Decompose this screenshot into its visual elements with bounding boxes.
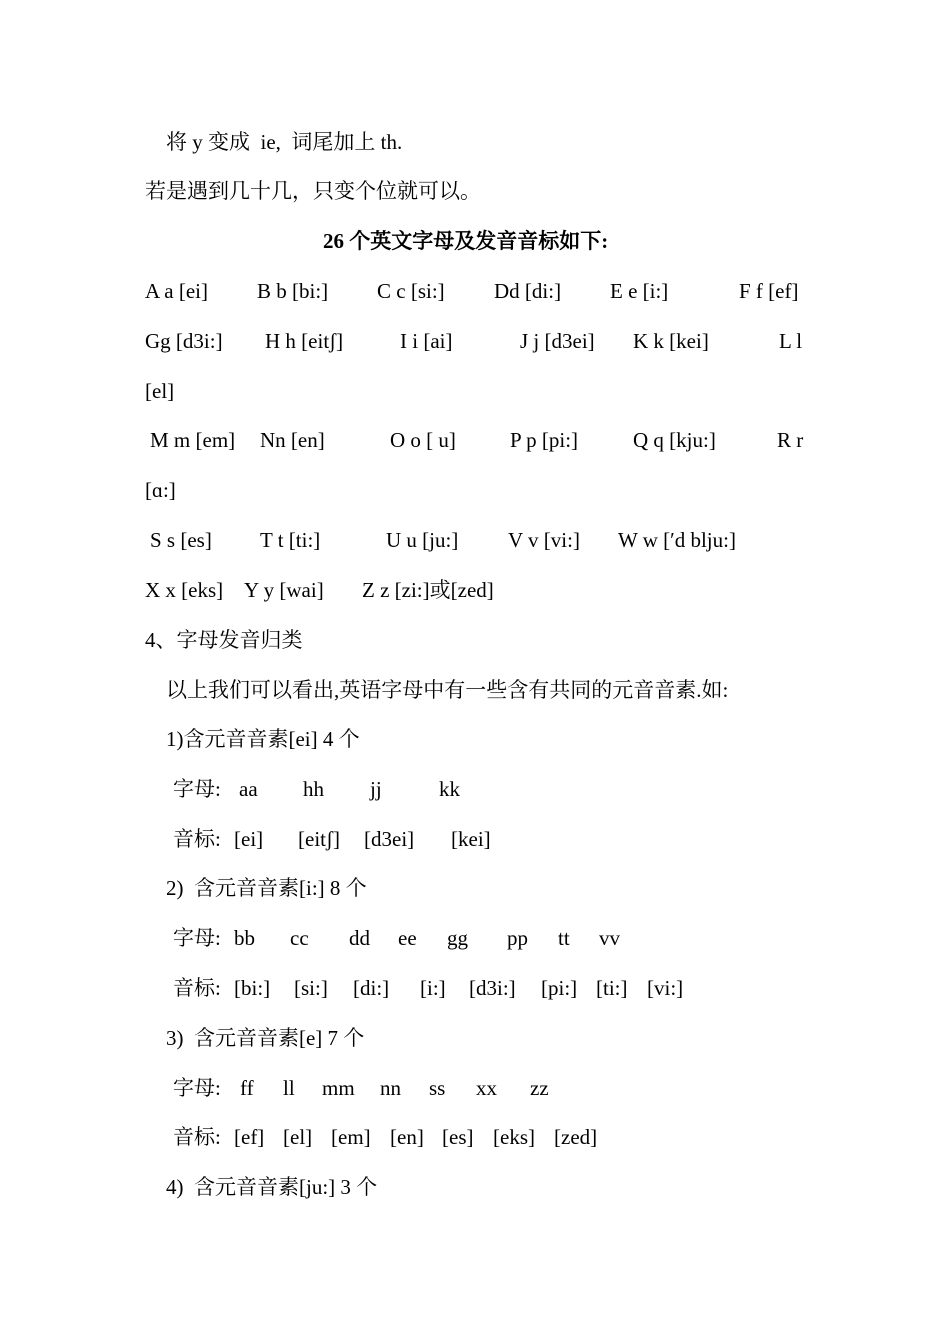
letter-pair: jj	[370, 777, 382, 801]
alphabet-cell: Gg [d3i:]	[145, 329, 223, 353]
alphabet-cell: R r	[777, 428, 804, 452]
phonetic: [pi:]	[541, 976, 578, 1000]
phonetic: [d3ei]	[364, 827, 415, 851]
alphabet-cell: F f [ef]	[739, 279, 799, 303]
letter-pair: cc	[290, 926, 309, 950]
page-title: 26 个英文字母及发音音标如下:	[323, 229, 609, 253]
letter-pair: ss	[429, 1076, 446, 1100]
letters-label: 字母:	[173, 1076, 221, 1100]
letter-pair: gg	[447, 926, 468, 950]
phonetic: [i:]	[420, 976, 446, 1000]
phonetic: [eks]	[493, 1125, 535, 1149]
alphabet-cell: E e [i:]	[610, 279, 669, 303]
alphabet-cell: S s [es]	[150, 528, 212, 552]
phonetics-label: 音标:	[173, 827, 221, 851]
phonetics-label: 音标:	[173, 1125, 221, 1149]
intro-line-2: 若是遇到几十几，只变个位就可以。	[145, 179, 481, 203]
letter-pair: tt	[558, 926, 570, 950]
phonetic: [el]	[283, 1125, 313, 1149]
phonetic: [vi:]	[647, 976, 684, 1000]
group-title: 2) 含元音音素[i:] 8 个	[166, 876, 367, 900]
phonetic: [ei]	[234, 827, 264, 851]
phonetic: [em]	[331, 1125, 371, 1149]
letter-pair: dd	[349, 926, 370, 950]
letter-pair: ll	[283, 1076, 295, 1100]
alphabet-cell: U u [ju:]	[386, 528, 459, 552]
letter-pair: ff	[240, 1076, 254, 1100]
alphabet-cell: T t [ti:]	[260, 528, 321, 552]
alphabet-cell: Q q [kju:]	[633, 428, 716, 452]
letter-pair: zz	[530, 1076, 549, 1100]
group-title: 1)含元音音素[ei] 4 个	[166, 727, 360, 751]
phonetic: [kei]	[451, 827, 491, 851]
letter-pair: vv	[599, 926, 620, 950]
alphabet-cell: Z z [zi:]或[zed]	[362, 578, 494, 602]
phonetic: [di:]	[353, 976, 390, 1000]
alphabet-cell: Dd [di:]	[494, 279, 562, 303]
alphabet-cell: A a [ei]	[145, 279, 208, 303]
alphabet-cell: O o [ u]	[390, 428, 456, 452]
alphabet-cell: M m [em]	[150, 428, 236, 452]
alphabet-cell: W w [′d blju:]	[618, 528, 736, 552]
letter-pair: bb	[234, 926, 255, 950]
alphabet-cell: J j [d3ei]	[520, 329, 595, 353]
section-intro: 以上我们可以看出,英语字母中有一些含有共同的元音音素.如:	[166, 678, 729, 702]
letter-pair: xx	[476, 1076, 497, 1100]
letter-pair: nn	[380, 1076, 401, 1100]
alphabet-cell: Nn [en]	[260, 428, 325, 452]
group-title: 4) 含元音音素[ju:] 3 个	[166, 1175, 378, 1199]
phonetics-label: 音标:	[173, 976, 221, 1000]
alphabet-cell: P p [pi:]	[510, 428, 579, 452]
phonetic: [ti:]	[596, 976, 628, 1000]
alphabet-cell: X x [eks]	[145, 578, 224, 602]
alphabet-cell: B b [bi:]	[257, 279, 329, 303]
alphabet-cell: I i [ai]	[400, 329, 453, 353]
alphabet-cell: C c [si:]	[377, 279, 445, 303]
section-heading: 4、字母发音归类	[145, 628, 303, 652]
phonetic: [en]	[390, 1125, 424, 1149]
alphabet-cell: [el]	[145, 379, 175, 403]
letter-pair: aa	[239, 777, 258, 801]
letter-pair: hh	[303, 777, 324, 801]
phonetic: [ef]	[234, 1125, 265, 1149]
alphabet-cell: V v [vi:]	[508, 528, 580, 552]
intro-line-1: 将 y 变成 ie, 词尾加上 th.	[166, 130, 403, 154]
alphabet-cell: L l	[779, 329, 803, 353]
phonetic: [d3i:]	[469, 976, 516, 1000]
group-title: 3) 含元音音素[e] 7 个	[166, 1026, 365, 1050]
letters-label: 字母:	[173, 926, 221, 950]
letters-label: 字母:	[173, 777, 221, 801]
letter-pair: ee	[398, 926, 417, 950]
phonetic: [bi:]	[234, 976, 271, 1000]
phonetic: [eitʃ]	[298, 827, 340, 851]
alphabet-cell: [ɑ:]	[145, 478, 176, 502]
phonetic: [si:]	[294, 976, 328, 1000]
letter-pair: pp	[507, 926, 528, 950]
alphabet-cell: Y y [wai]	[244, 578, 324, 602]
phonetic: [es]	[442, 1125, 474, 1149]
alphabet-cell: K k [kei]	[633, 329, 709, 353]
letter-pair: mm	[322, 1076, 355, 1100]
phonetic: [zed]	[554, 1125, 598, 1149]
alphabet-cell: H h [eitʃ]	[265, 329, 344, 353]
letter-pair: kk	[439, 777, 460, 801]
